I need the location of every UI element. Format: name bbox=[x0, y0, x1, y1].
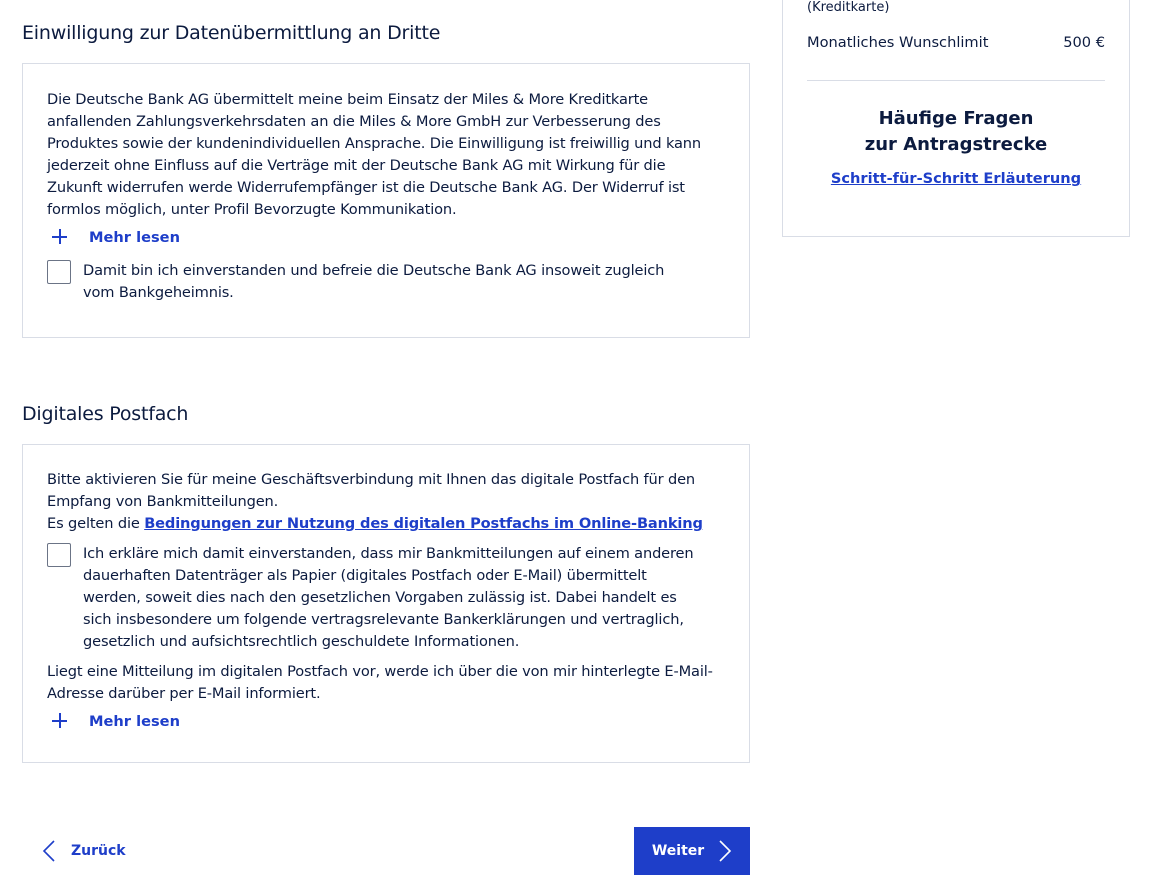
postbox-checkbox-label bbox=[83, 543, 693, 653]
paragraph-line: jederzeit ohne Einfluss auf die Verträge mit der Deutsche Bank AG mit Wirkung für die bbox=[47, 157, 666, 174]
faq-title-line: zur Antragstrecke bbox=[864, 134, 1048, 155]
terms-link[interactable]: Bedingungen zur Nutzung des digitalen Postfachs im Online-Banking bbox=[144, 515, 703, 532]
postbox-section-title: Digitales Postfach bbox=[22, 403, 189, 425]
checkbox-label-line: sich insbesondere um folgende vertragsrelevante Bankerklärungen und vertraglich, bbox=[83, 611, 684, 628]
next-label: Weiter bbox=[651, 843, 705, 859]
limit-row bbox=[807, 34, 1105, 51]
intro-line: Bitte aktivieren Sie für meine Geschäftsverbindung mit Ihnen das digitale Postfach für den bbox=[47, 471, 696, 488]
back-label: Zurück bbox=[71, 843, 126, 859]
limit-value: 500 € bbox=[1063, 34, 1105, 51]
limit-label: Monatliches Wunschlimit bbox=[807, 34, 989, 51]
plus-icon bbox=[52, 713, 68, 729]
postbox-checkbox[interactable] bbox=[47, 543, 71, 567]
terms-line bbox=[47, 513, 725, 535]
faq-title bbox=[783, 106, 1129, 158]
checkbox-label-line: gesetzlich und aufsichtsrechtlich geschuldete Informationen. bbox=[83, 633, 520, 650]
postbox-checkbox-row bbox=[47, 543, 725, 653]
consent-paragraph bbox=[47, 89, 725, 221]
application-summary-sidebar bbox=[782, 0, 1130, 237]
checkbox-label-line: vom Bankgeheimnis. bbox=[83, 284, 234, 301]
intro-line: Empfang von Bankmitteilungen. bbox=[47, 493, 279, 510]
paragraph-line: anfallenden Zahlungsverkehrsdaten an die Miles & More GmbH zur Verbesserung des bbox=[47, 113, 661, 130]
consent-checkbox-row bbox=[47, 260, 725, 304]
paragraph-line: Die Deutsche Bank AG übermittelt meine beim Einsatz der Miles & More Kreditkarte bbox=[47, 91, 649, 108]
checkbox-label-line: Damit bin ich einverstanden und befreie die Deutsche Bank AG insoweit zugleich bbox=[83, 262, 665, 279]
terms-prefix: Es gelten die bbox=[47, 515, 145, 532]
consent-checkbox[interactable] bbox=[47, 260, 71, 284]
faq-title-line: Häufige Fragen bbox=[878, 108, 1034, 129]
paragraph-line: Produktes sowie der kundenindividuellen Ansprache. Die Einwilligung ist freiwillig und kann bbox=[47, 135, 701, 152]
next-button[interactable] bbox=[634, 827, 750, 875]
postbox-notice bbox=[47, 661, 725, 705]
chevron-right-icon bbox=[718, 839, 732, 863]
plus-icon bbox=[52, 229, 68, 245]
consent-checkbox-label bbox=[83, 260, 664, 304]
checkbox-label-line: dauerhaften Datenträger als Papier (digitales Postfach oder E-Mail) übermittelt bbox=[83, 567, 647, 584]
checkbox-label-line: werden, soweit dies nach den gesetzlichen Vorgaben zulässig ist. Dabei handelt es bbox=[83, 589, 677, 606]
consent-section-title: Einwilligung zur Datenübermittlung an Dritte bbox=[22, 22, 441, 44]
checkbox-label-line: Ich erkläre mich damit einverstanden, dass mir Bankmitteilungen auf einem anderen bbox=[83, 545, 694, 562]
divider bbox=[807, 80, 1105, 81]
consent-read-more-button[interactable] bbox=[47, 226, 725, 248]
paragraph-line: formlos möglich, unter Profil Bevorzugte Kommunikation. bbox=[47, 201, 457, 218]
read-more-label: Mehr lesen bbox=[89, 228, 180, 246]
postbox-read-more-button[interactable] bbox=[47, 710, 725, 732]
faq-link[interactable]: Schritt-für-Schritt Erläuterung bbox=[830, 170, 1082, 187]
back-button[interactable] bbox=[42, 836, 126, 866]
paragraph-line: Zukunft widerrufen werde Widerrufempfänger ist die Deutsche Bank AG. Der Widerruf ist bbox=[47, 179, 685, 196]
notice-line: Adresse darüber per E-Mail informiert. bbox=[47, 685, 321, 702]
notice-line: Liegt eine Mitteilung im digitalen Postfach vor, werde ich über die von mir hinterlegte E-Mail- bbox=[47, 663, 713, 680]
chevron-left-icon bbox=[42, 839, 56, 863]
read-more-label: Mehr lesen bbox=[89, 712, 180, 730]
postbox-card bbox=[22, 444, 750, 763]
consent-card bbox=[22, 63, 750, 338]
card-type-note: (Kreditkarte) bbox=[807, 0, 890, 15]
postbox-intro bbox=[47, 469, 725, 535]
